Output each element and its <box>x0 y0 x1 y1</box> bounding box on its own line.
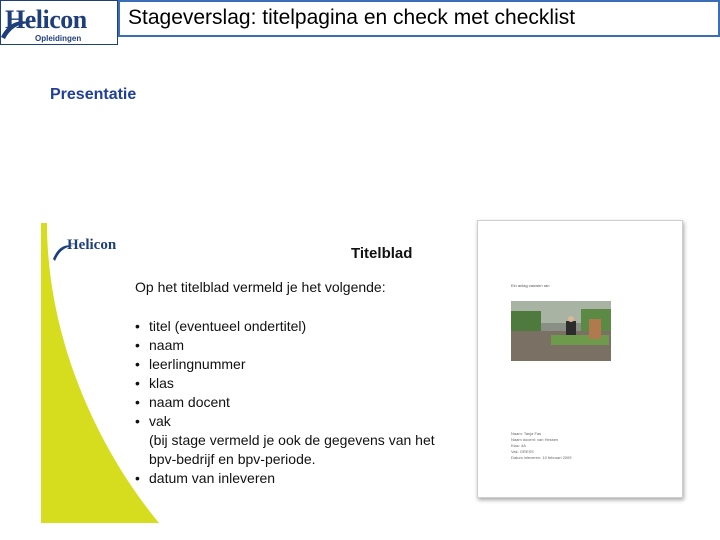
page-title: Stageverslag: titelpagina en check met checklist <box>128 6 576 29</box>
section-heading: Presentatie <box>50 86 137 103</box>
slide-title: Titelblad <box>351 245 413 262</box>
list-item: • naam docent <box>135 394 230 410</box>
document-thumbnail <box>477 220 683 498</box>
garden-photo <box>511 301 611 361</box>
list-item: • leerlingnummer <box>135 356 246 372</box>
document-info-lines: Naam: Tanja Fas Naam docent: van Hessen Klas: 4A Vak: GRESS Datum inleveren: 10 februari 2009 <box>511 431 572 460</box>
slide-bullet-list <box>135 317 435 488</box>
list-item: • vak (bij stage vermeld je ook de gegevens van het bpv-bedrijf en bpv-periode. <box>135 413 435 467</box>
document-caption: Ein anlag vanwen ran <box>511 283 550 288</box>
list-item: • datum van inleveren <box>135 470 276 486</box>
page-title-box <box>118 0 720 37</box>
slide-preview <box>41 223 461 523</box>
list-item-note: (bij stage vermeld je ook de gegevens van het bpv-bedrijf en bpv-periode. <box>149 432 435 467</box>
helicon-logo <box>0 0 118 45</box>
logo-subtext: Opleidingen <box>35 34 82 43</box>
slide-logo <box>53 235 133 261</box>
list-item: • titel (eventueel ondertitel) <box>135 318 307 334</box>
slide-logo-text: Helicon <box>67 237 117 253</box>
slide-intro: Op het titelblad vermeld je het volgende: <box>135 279 386 295</box>
logo-text: Helicon <box>5 5 87 34</box>
list-item: • naam <box>135 337 185 353</box>
list-item: • klas <box>135 375 174 391</box>
